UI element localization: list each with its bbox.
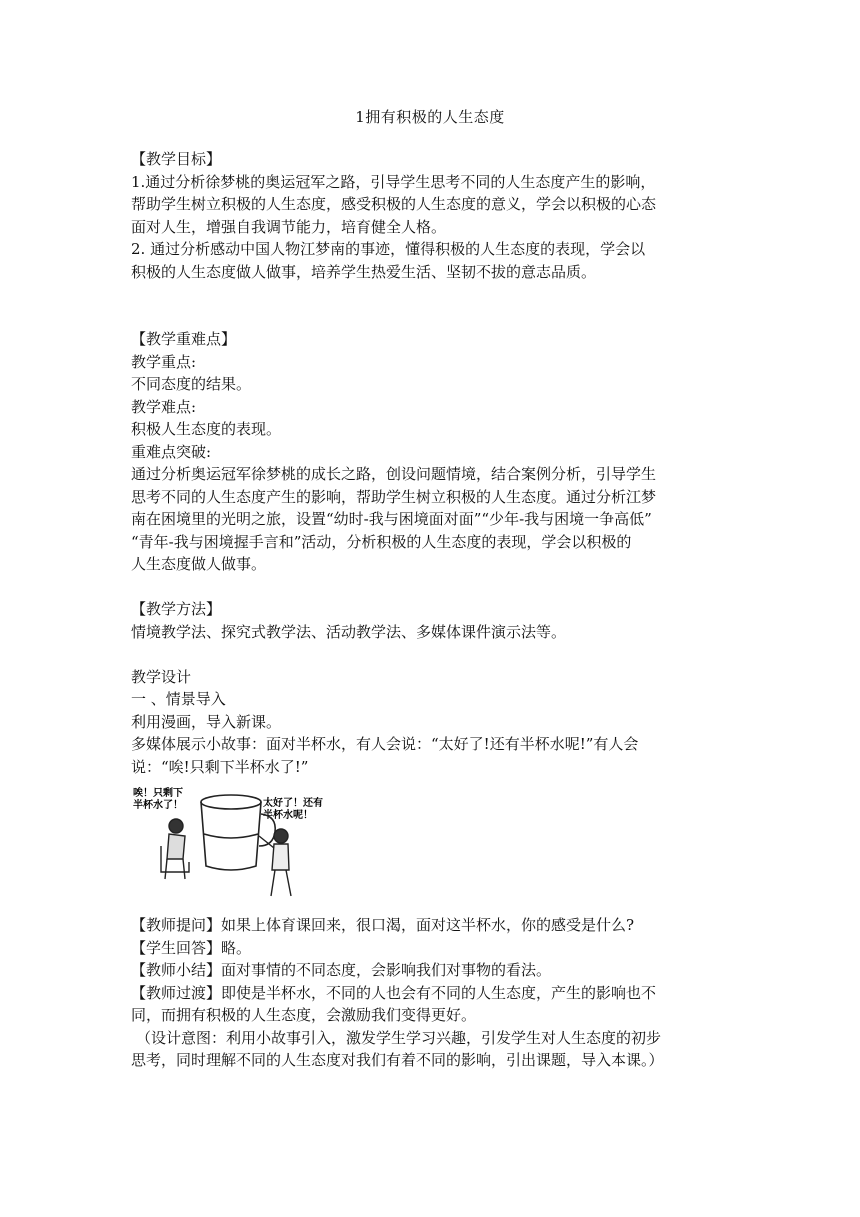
section-heading-design: 教学设计 — [131, 667, 192, 686]
design-line: 同，而拥有积极的人生态度，会激励我们变得更好。 — [131, 1006, 477, 1024]
design-line: 利用漫画，导入新课。 — [131, 712, 282, 731]
design-line: 说：“唉!只剩下半杯水了!” — [131, 757, 309, 776]
method-line: 情境教学法、探究式教学法、活动教学法、多媒体课件演示法等。 — [131, 622, 567, 641]
section-heading-goals: 【教学目标】 — [131, 150, 222, 168]
key-line: 人生态度做人做事。 — [131, 555, 267, 573]
key-line: 思考不同的人生态度产生的影响，帮助学生树立积极的人生态度。通过分析江梦 — [131, 487, 657, 506]
key-line: “青年-我与困境握手言和”活动，分析积极的人生态度的表现，学会以积极的 — [131, 532, 632, 551]
document-body — [131, 148, 741, 1072]
key-line: 重难点突破: — [131, 442, 212, 461]
goal-line: 1.通过分析徐梦桃的奥运冠军之路，引导学生思考不同的人生态度产生的影响， — [131, 172, 656, 191]
key-line: 不同态度的结果。 — [131, 375, 252, 393]
optimist-bubble-line: 太好了！还有 — [263, 798, 323, 809]
pessimist-bubble-line: 唉！只剩下 — [133, 788, 183, 799]
goal-line: 帮助学生树立积极的人生态度，感受积极的人生态度的意义，学会以积极的心态 — [131, 195, 657, 213]
design-line: 【教师提问】如果上体育课回来，很口渴，面对这半杯水，你的感受是什么? — [131, 916, 635, 934]
design-line: 【教师小结】面对事情的不同态度，会影响我们对事物的看法。 — [131, 961, 552, 979]
pessimist-bubble-line: 半杯水了！ — [133, 800, 183, 811]
key-line: 教学难点: — [131, 397, 197, 416]
key-line: 积极人生态度的表现。 — [131, 420, 282, 438]
optimist-bubble-line: 半杯水呢！ — [263, 810, 313, 821]
half-glass-cartoon — [131, 784, 341, 904]
goal-line: 面对人生，增强自我调节能力，培育健全人格。 — [131, 217, 447, 236]
document-title: 1拥有积极的人生态度 — [355, 108, 505, 126]
key-line: 通过分析奥运冠军徐梦桃的成长之路，创设问题情境，结合案例分析，引导学生 — [131, 465, 657, 483]
key-line: 教学重点: — [131, 352, 197, 371]
pessimist-person-icon — [161, 819, 189, 879]
design-line: 【学生回答】略。 — [131, 938, 252, 957]
key-line: 南在困境里的光明之旅，设置“幼时-我与困境面对面”“少年-我与困境一争高低” — [131, 510, 652, 528]
goal-line: 积极的人生态度做人做事，培养学生热爱生活、坚韧不拔的意志品质。 — [131, 262, 597, 281]
goal-line: 2. 通过分析感动中国人物江梦南的事迹，懂得积极的人生态度的表现，学会以 — [131, 240, 646, 258]
design-line: 思考，同时理解不同的人生态度对我们有着不同的影响，引出课题，导入本课。） — [131, 1051, 664, 1069]
design-line: （设计意图：利用小故事引入，激发学生学习兴趣，引发学生对人生态度的初步 — [136, 1028, 662, 1047]
optimist-person-icon — [259, 829, 291, 896]
design-line: 【教师过渡】即使是半杯水，不同的人也会有不同的人生态度，产生的影响也不 — [131, 983, 657, 1002]
design-line: 一 、情景导入 — [131, 690, 226, 708]
section-heading-methods: 【教学方法】 — [131, 600, 222, 618]
design-line: 多媒体展示小故事：面对半杯水，有人会说：“太好了!还有半杯水呢!”有人会 — [131, 735, 639, 753]
section-heading-key-points: 【教学重难点】 — [131, 330, 237, 348]
